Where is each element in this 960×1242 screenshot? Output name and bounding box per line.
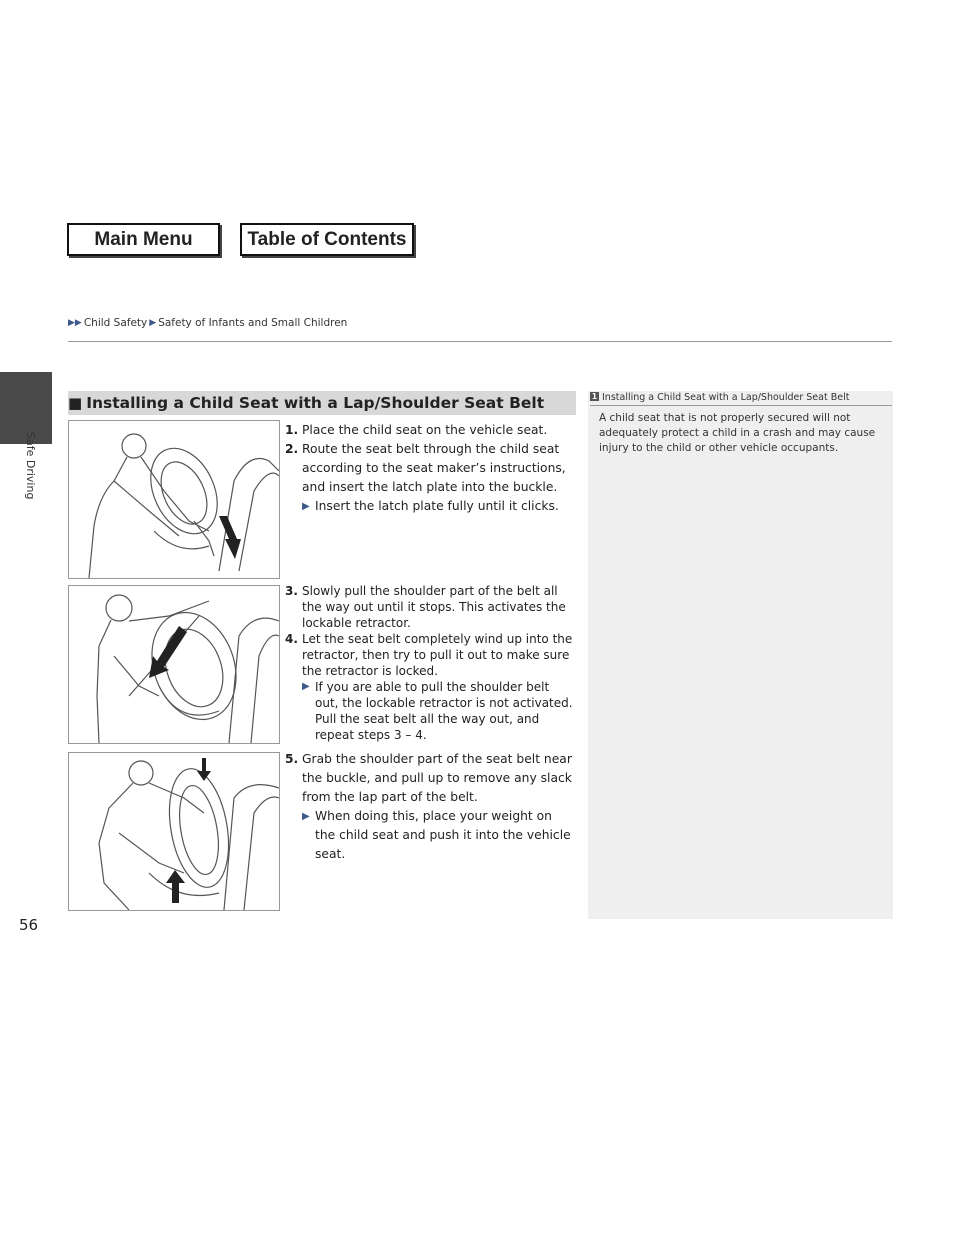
note-arrow-icon: ▶	[302, 681, 310, 692]
steps-group-1	[285, 421, 575, 516]
up-arrow-icon	[166, 870, 185, 903]
step-number: 3.	[285, 584, 298, 598]
step-5-note	[285, 807, 575, 864]
diagonal-arrow-icon	[149, 626, 187, 678]
illustration-remove-slack	[68, 752, 280, 911]
note-body: A child seat that is not properly secured will not adequately protect a child in a crash and may cause injury to the child or other vehicle occupants.	[599, 412, 876, 454]
note-divider	[590, 405, 892, 406]
down-arrow-icon	[197, 758, 211, 781]
step-text: Route the seat belt through the child seat according to the seat maker’s instructions, and insert the latch plate into the buckle.	[302, 442, 566, 494]
breadcrumb-arrow-icon: ▶▶	[68, 318, 82, 328]
step-4-note	[285, 679, 575, 743]
step-3	[285, 583, 575, 631]
steps-group-3	[285, 750, 575, 864]
header-divider	[68, 341, 892, 342]
note-text: If you are able to pull the shoulder belt out, the lockable retractor is not activated. Pull the seat belt all the way out, and repeat steps 3 – 4.	[315, 680, 573, 742]
note-title-text: Installing a Child Seat with a Lap/Shoulder Seat Belt	[602, 392, 850, 403]
note-arrow-icon: ▶	[302, 811, 310, 822]
step-text: Let the seat belt completely wind up into the retractor, then try to pull it out to make sure the retractor is locked.	[302, 632, 573, 678]
step-number: 2.	[285, 442, 299, 456]
table-of-contents-button[interactable]: Table of Contents	[240, 223, 414, 256]
illustration-pull-belt-svg	[69, 586, 279, 743]
step-number: 5.	[285, 752, 299, 766]
page-number: 56	[19, 916, 39, 934]
section-title: Installing a Child Seat with a Lap/Shoulder Seat Belt	[86, 394, 545, 412]
note-title	[590, 392, 849, 403]
note-text: When doing this, place your weight on the child seat and push it into the vehicle seat.	[315, 809, 571, 861]
breadcrumb-arrow-icon: ▶	[149, 318, 157, 328]
illustration-remove-slack-svg	[69, 753, 279, 910]
step-text: Slowly pull the shoulder part of the belt all the way out until it stops. This activates the lockable retractor.	[302, 584, 566, 630]
illustration-pull-belt	[68, 585, 280, 744]
step-4	[285, 631, 575, 679]
step-2-note	[285, 497, 575, 516]
breadcrumb	[68, 317, 347, 329]
note-panel	[588, 391, 893, 919]
section-heading	[68, 391, 576, 415]
section-square-icon: ■	[68, 394, 83, 412]
main-menu-button[interactable]: Main Menu	[67, 223, 220, 256]
step-number: 1.	[285, 423, 299, 437]
illustration-install-seat	[68, 420, 280, 579]
breadcrumb-item-child-safety[interactable]: Child Safety	[83, 317, 148, 329]
step-5	[285, 750, 575, 807]
step-number: 4.	[285, 632, 298, 646]
step-2	[285, 440, 575, 497]
steps-group-2	[285, 583, 575, 743]
breadcrumb-item-infants[interactable]: Safety of Infants and Small Children	[158, 317, 348, 329]
chapter-label: Safe Driving	[24, 432, 37, 500]
note-badge: 1	[591, 392, 598, 401]
illustration-install-seat-svg	[69, 421, 279, 578]
note-text: Insert the latch plate fully until it clicks.	[315, 499, 559, 513]
step-text: Place the child seat on the vehicle seat.	[302, 423, 548, 437]
step-text: Grab the shoulder part of the seat belt near the buckle, and pull up to remove any slack from the lap part of the belt.	[302, 752, 572, 804]
step-1	[285, 421, 575, 440]
note-arrow-icon: ▶	[302, 501, 310, 512]
